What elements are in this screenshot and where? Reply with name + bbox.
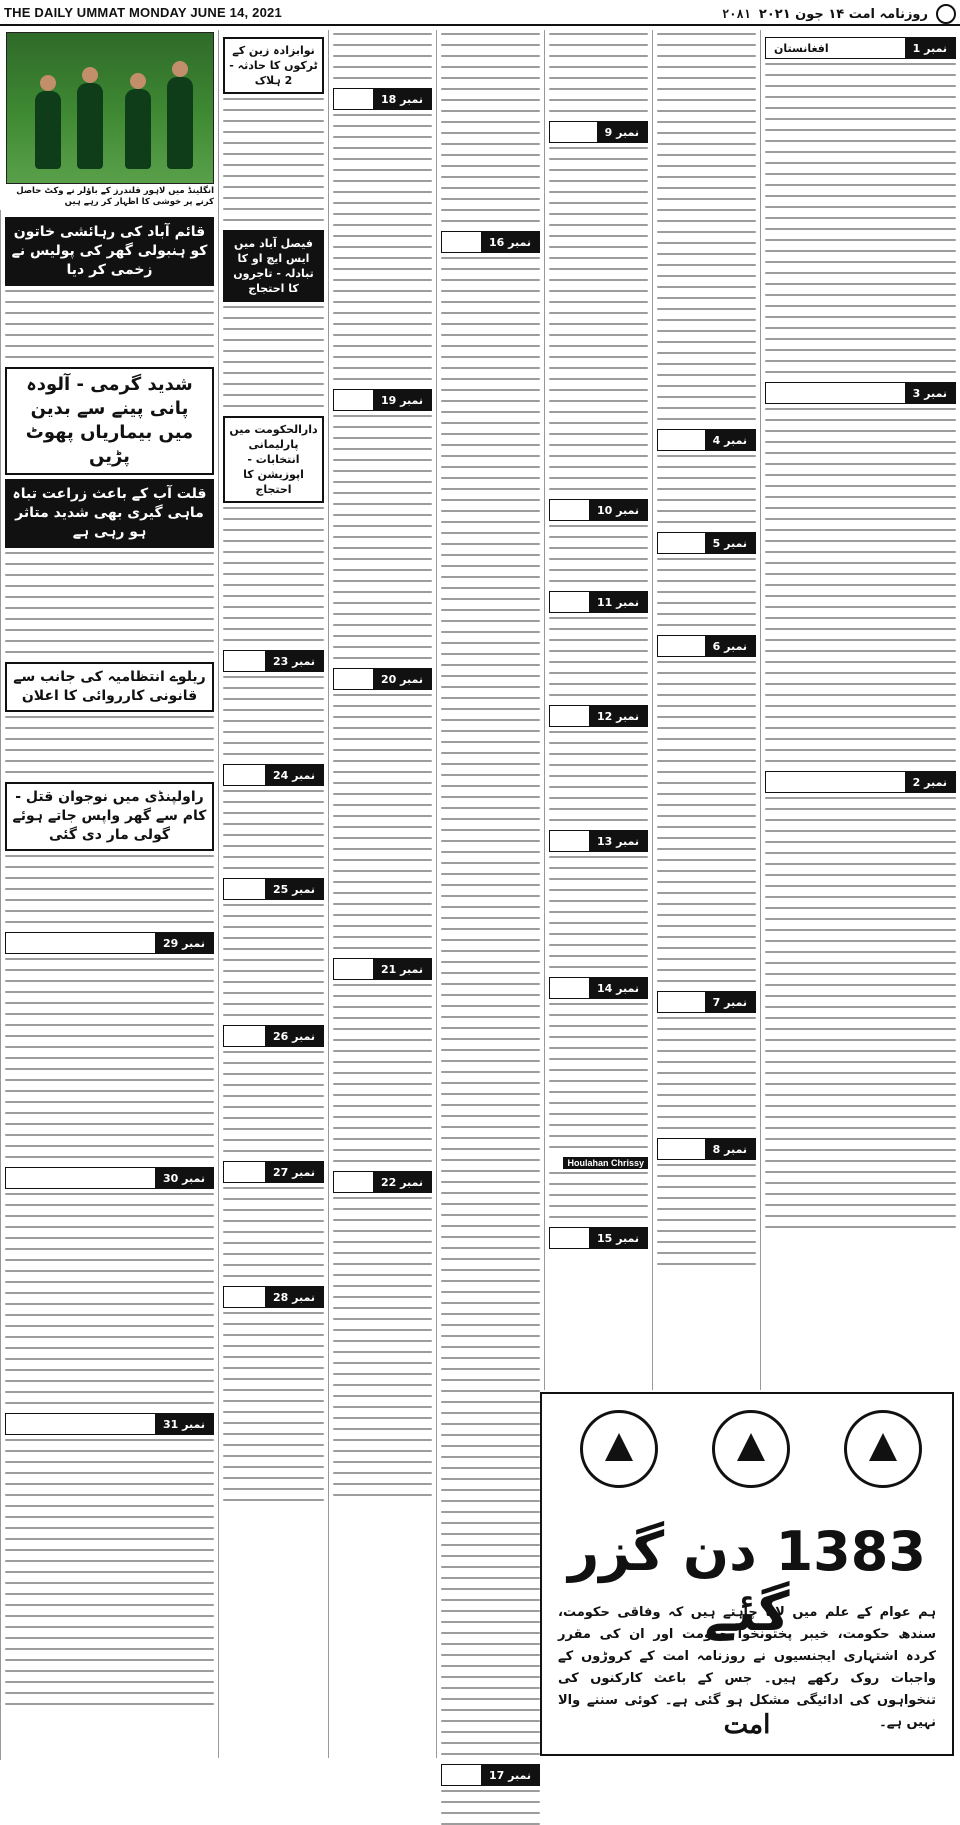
district-header-10: نمبر 10: [549, 499, 648, 521]
district-header-25: نمبر 25: [223, 878, 324, 900]
emblem-left-icon: [580, 1410, 658, 1488]
district-header-7: نمبر 7: [657, 991, 756, 1013]
district-header-6: نمبر 6: [657, 635, 756, 657]
headline-railway: ریلوے انتظامیہ کی جانب سے قانونی کارروائی کا اعلان: [5, 662, 214, 712]
masthead: [0, 0, 960, 26]
column-4: [436, 30, 544, 1782]
district-header-30: نمبر 30: [5, 1167, 214, 1189]
district-header-8: نمبر 8: [657, 1138, 756, 1160]
column-5: [544, 30, 652, 1390]
column-6: [652, 30, 760, 1390]
district-header-2: نمبر 2: [765, 771, 956, 793]
headline-badin: شدید گرمی - آلودہ پانی پینے سے بدین میں بیماریاں پھوٹ پڑیں: [5, 367, 214, 475]
district-header-19: نمبر 19: [333, 389, 432, 411]
district-header-21: نمبر 21: [333, 958, 432, 980]
emblem-right-icon: [844, 1410, 922, 1488]
district-header-26: نمبر 26: [223, 1025, 324, 1047]
ad-body: ہم عوام کے علم میں لانا چاہتے ہیں کہ وفاقی حکومت، سندھ حکومت، خیبر پختونخوا حکومت اور ان کی مقرر کردہ اشتہاری ایجنسیوں نے روزنامہ امت کے کروڑوں کے واجبات روک رکھے ہیں۔ جس کے باعث کارکنوں کی تنخواہوں کی ادائیگی مشکل ہو گئی ہے۔ کوئی سننے والا نہیں ہے۔: [558, 1605, 936, 1730]
district-header-9: نمبر 9: [549, 121, 648, 143]
district-header-23: نمبر 23: [223, 650, 324, 672]
district-header-15: نمبر 15: [549, 1227, 648, 1249]
photo-caption: انگلینڈ میں لاہور قلندرز کے باؤلر نے وکٹ حاصل کرنے پر خوشی کا اظہار کر رہے ہیں: [16, 186, 214, 207]
district-header-3: نمبر 3: [765, 382, 956, 404]
district-header-11: نمبر 11: [549, 591, 648, 613]
advertisement-box: [540, 1392, 954, 1756]
column-2: [218, 30, 328, 1758]
headline-elections: دارالحکومت میں پارلیمانی انتخابات - اپوزیشن کا احتجاج: [223, 416, 324, 503]
column-3: [328, 30, 436, 1758]
district-header-20: نمبر 20: [333, 668, 432, 690]
headline-nawabzada: نوابزادہ زین کے ٹرکوں کا حادثہ - 2 ہلاک: [223, 37, 324, 94]
district-header-27: نمبر 27: [223, 1161, 324, 1183]
district-header-12: نمبر 12: [549, 705, 648, 727]
district-header-14: نمبر 14: [549, 977, 648, 999]
district-header-5: نمبر 5: [657, 532, 756, 554]
district-header-17: نمبر 17: [441, 1764, 540, 1786]
emblem-center-icon: [712, 1410, 790, 1488]
headline-water-shortage: قلت آب کے باعث زراعت تباہ ماہی گیری بھی شدید متاثر ہو رہی ہے: [5, 479, 214, 548]
district-header-1: نمبر 1 افغانستان: [765, 37, 956, 59]
district-header-28: نمبر 28: [223, 1286, 324, 1308]
newspaper-logo-icon: [936, 4, 956, 24]
headline-faisalabad: فیصل آباد میں ایس ایچ او کا تبادلہ - تاجروں کا احتجاج: [223, 230, 324, 302]
masthead-english-title: THE DAILY UMMAT MONDAY JUNE 14, 2021: [4, 5, 282, 20]
ad-signature: امت: [723, 1710, 771, 1740]
district-header-22: نمبر 22: [333, 1171, 432, 1193]
district-header-13: نمبر 13: [549, 830, 648, 852]
headline-rawalpindi: راولپنڈی میں نوجوان قتل - کام سے گھر واپس جاتے ہوئے گولی مار دی گئی: [5, 782, 214, 851]
cricket-photo: [6, 32, 214, 184]
headline-qaimabad: قائم آباد کی رہائشی خاتون کو ہنبولی گھر کی پولیس نے زخمی کر دیا: [5, 217, 214, 286]
page-number: ۲۰۸۱: [722, 7, 751, 21]
district-header-31: نمبر 31: [5, 1413, 214, 1435]
masthead-urdu-title: [722, 4, 956, 24]
district-header-24: نمبر 24: [223, 764, 324, 786]
district-header-18: نمبر 18: [333, 88, 432, 110]
masthead-urdu-text: روزنامہ امت ۱۴ جون ۲۰۲۱: [758, 6, 928, 22]
column-1: [0, 210, 218, 1760]
latin-name-label: Houlahan Chrissy: [563, 1157, 648, 1169]
column-7: [760, 30, 960, 1390]
district-header-29: نمبر 29: [5, 932, 214, 954]
district-header-4: نمبر 4: [657, 429, 756, 451]
district-header-16: نمبر 16: [441, 231, 540, 253]
ad-headline: 1383 دن گزر گئے: [568, 1520, 926, 1643]
